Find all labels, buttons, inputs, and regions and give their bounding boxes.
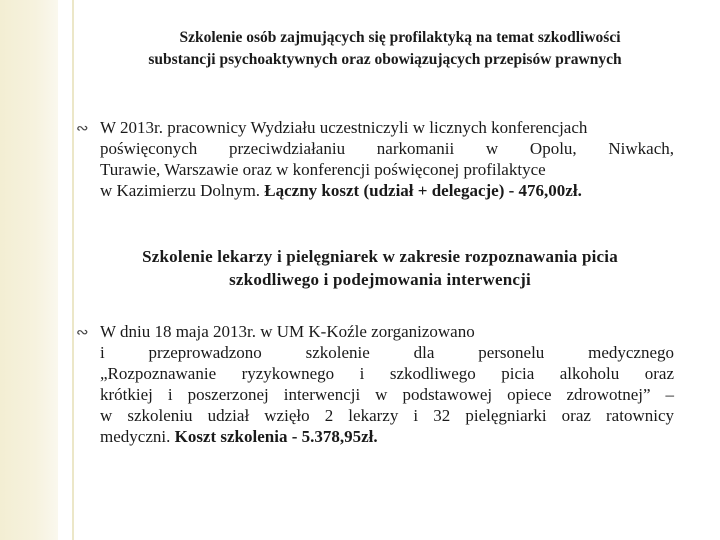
heading1-line1: Szkolenie osób zajmujących się profilaktyką na temat szkodliwości (179, 29, 621, 46)
wavy-bullet-icon: ∾ (76, 323, 89, 341)
paragraph-conferences (100, 117, 674, 201)
paragraph1-line3: Turawie, Warszawie oraz w konferencji poświęconej profilaktyce (100, 160, 546, 179)
heading-training-prevention (90, 27, 680, 71)
paragraph2-line5: w szkoleniu udział wzięło 2 lekarzy i 32 pielęgniarki oraz ratownicy (100, 406, 674, 425)
paragraph1-line2: poświęconych przeciwdziałaniu narkomanii w Opolu, Niwkach, (100, 139, 674, 158)
conference-cost-total: Łączny koszt (udział + delegacje) - 476,00zł. (264, 181, 582, 200)
paragraph2-line4: krótkiej i poszerzonej interwencji w podstawowej opiece zdrowotnej” – (100, 385, 674, 404)
paragraph2-line6 (100, 426, 674, 447)
paragraph-medical-training (100, 321, 674, 447)
paragraph1-line4-text: w Kazimierzu Dolnym. (100, 181, 265, 200)
heading2-line2: szkodliwego i podejmowania interwencji (229, 270, 531, 289)
heading-training-doctors-nurses (80, 245, 680, 291)
training-cost-total: Koszt szkolenia - 5.378,95zł. (174, 427, 378, 446)
heading2-line1: Szkolenie lekarzy i pielęgniarek w zakresie rozpoznawania picia (142, 247, 618, 266)
paragraph2-line1: W dniu 18 maja 2013r. w UM K-Koźle zorganizowano (100, 322, 475, 341)
paragraph1-line1: W 2013r. pracownicy Wydziału uczestniczyli w licznych konferencjach (100, 118, 588, 137)
paragraph2-line2: i przeprowadzono szkolenie dla personelu medycznego (100, 343, 674, 362)
paragraph2-line6-text: medyczni. (100, 427, 175, 446)
wavy-bullet-icon: ∾ (76, 119, 89, 137)
heading1-line2: substancji psychoaktywnych oraz obowiązujących przepisów prawnych (148, 51, 622, 68)
paragraph2-line3: „Rozpoznawanie ryzykownego i szkodliwego picia alkoholu oraz (100, 364, 674, 383)
paragraph1-line4 (100, 180, 674, 201)
